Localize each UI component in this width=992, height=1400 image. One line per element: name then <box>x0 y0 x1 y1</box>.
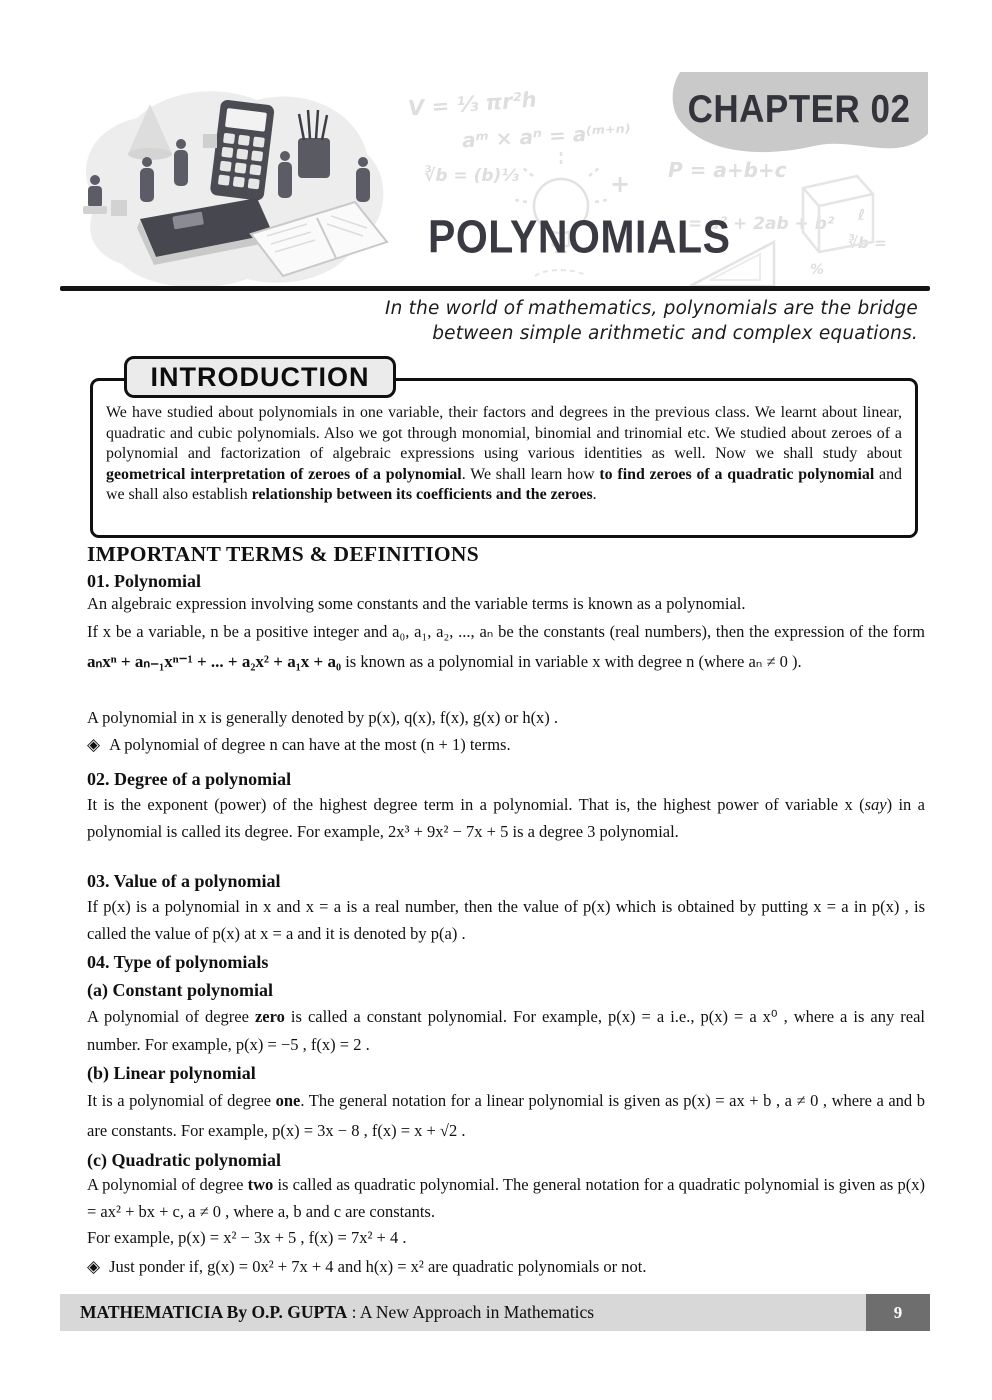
bg-formula-cuberoot-2: ∛b = <box>848 234 887 252</box>
section-heading-important-terms: IMPORTANT TERMS & DEFINITIONS <box>87 542 480 566</box>
paragraph-degree <box>87 792 925 845</box>
paragraph-value: If p(x) is a polynomial in x and x = a is a real number, then the value of p(x) which is obtained by putting x = a in p(x) , is called the value of p(x) at x = a and it is denoted by p(a) . <box>87 897 925 943</box>
bg-percent-symbol: % <box>810 262 825 278</box>
note-just-ponder <box>87 1257 925 1277</box>
footer-brand-bold: MATHEMATICIA By O.P. GUPTA <box>80 1302 348 1322</box>
header-divider <box>60 286 930 291</box>
paragraph-polynomial-form <box>87 617 925 677</box>
footer-bar <box>60 1294 930 1331</box>
note-text: Just ponder if, g(x) = 0x² + 7x + 4 and h(x) = x² are quadratic polynomials or not. <box>109 1257 647 1276</box>
chapter-quote <box>300 296 918 346</box>
text-seg: A polynomial of degree <box>87 1175 248 1194</box>
text-seg: is called a constant polynomial. For example, p(x) = a i.e., p(x) = a x⁰ , where a is any real number. For example, p(x) = −5 , f(x) = 2 . <box>87 1007 925 1054</box>
heading-quadratic-polynomial: (c) Quadratic polynomial <box>87 1150 281 1170</box>
intro-seg: and we shall also establish <box>106 465 903 504</box>
diamond-bullet-icon: ◈ <box>87 1257 101 1276</box>
heading-03-value: 03. Value of a polynomial <box>87 871 281 891</box>
text-seg: It is a polynomial of degree <box>87 1091 276 1110</box>
intro-seg-bold: geometrical interpretation of zeroes of a polynomial <box>106 465 462 483</box>
heading-constant-polynomial: (a) Constant polynomial <box>87 980 274 1000</box>
bg-formula-square: = a² + 2ab + b² <box>688 214 835 234</box>
intro-seg-bold: relationship between its coefficients and the zeroes <box>251 486 593 504</box>
quote-line-2: between simple arithmetic and complex equations. <box>432 323 918 344</box>
zero-bold: zero <box>254 1007 285 1026</box>
header-illustration <box>55 82 400 300</box>
bg-plus-sign: + <box>610 170 631 198</box>
heading-02-degree: 02. Degree of a polynomial <box>87 769 292 789</box>
paragraph-constant-polynomial <box>87 1003 925 1058</box>
chapter-badge-label: CHAPTER 02 <box>687 88 911 131</box>
text-seg: ) in a polynomial is called its degree. For example, 2x³ + 9x² − 7x + 5 is a degree 3 polynomial. <box>87 795 925 841</box>
page-number-badge: 9 <box>866 1294 930 1331</box>
bg-length-symbol: ℓ <box>858 206 866 224</box>
paragraph-polynomial-def: An algebraic expression involving some constants and the variable terms is known as a polynomial. <box>87 594 746 613</box>
paragraph-quadratic-examples: For example, p(x) = x² − 3x + 5 , f(x) = 7x² + 4 . <box>87 1228 407 1247</box>
paragraph-polynomial-notation: A polynomial in x is generally denoted by p(x), q(x), f(x), g(x) or h(x) . <box>87 708 559 727</box>
intro-seg-bold: to find zeroes of a quadratic polynomial <box>599 465 875 483</box>
introduction-box <box>90 378 918 538</box>
introduction-label: INTRODUCTION <box>124 356 396 398</box>
bg-formula-cuberoot: ∛b = (b)⅓ <box>424 166 519 186</box>
footer-brand <box>80 1294 594 1331</box>
page-title: POLYNOMIALS <box>428 211 731 263</box>
text-seg: is known as a polynomial in variable x with degree n (where aₙ ≠ 0 ). <box>341 652 802 671</box>
text-seg: is called as quadratic polynomial. The general notation for a quadratic polynomial is given as p(x) = ax² + bx + c, a ≠ 0 , where a, b and c are constants. <box>87 1175 925 1221</box>
bg-formula-volume: V = ⅓ πr²h <box>407 87 538 121</box>
text-seg: . The general notation for a linear polynomial is given as p(x) = ax + b , a ≠ 0 , where a and b are constants. For example, p(x) = 3x − 8 , f(x) = x + √2 . <box>87 1091 925 1140</box>
intro-seg: . <box>592 486 597 504</box>
paragraph-linear-polynomial <box>87 1086 925 1146</box>
introduction-paragraph <box>106 403 902 506</box>
text-seg: If x be a variable, n be a positive integer and a₀, a₁, a₂, ..., aₙ be the constants (real numbers), then the expression of the form <box>87 622 925 641</box>
heading-linear-polynomial: (b) Linear polynomial <box>87 1063 256 1083</box>
quote-line-1: In the world of mathematics, polynomials are the bridge <box>384 298 918 319</box>
bg-formula-exponent: aᵐ × aⁿ = a⁽ᵐ⁺ⁿ⁾ <box>461 119 632 153</box>
note-polynomial-terms <box>87 735 925 755</box>
one-bold: one <box>275 1091 301 1110</box>
intro-seg: We have studied about polynomials in one variable, their factors and degrees in the previous class. We learnt about linear, quadratic and cubic polynomials. Also we got through monomial, binomial and trinomial etc. We studied about zeroes of a polynomial and factorization of algebraic expressions using various identities as well. Now we shall study about <box>106 404 902 463</box>
paragraph-quadratic-polynomial <box>87 1172 925 1225</box>
math-study-illustration-icon <box>55 82 400 300</box>
text-seg: A polynomial of degree <box>87 1007 255 1026</box>
heading-04-types: 04. Type of polynomials <box>87 952 269 972</box>
intro-seg: . We shall learn how <box>461 465 600 483</box>
say-italic: say <box>864 795 887 814</box>
text-seg: It is the exponent (power) of the highest degree term in a polynomial. That is, the highest power of variable x ( <box>87 795 865 814</box>
footer-brand-rest: : A New Approach in Mathematics <box>347 1302 595 1322</box>
heading-01-polynomial: 01. Polynomial <box>87 571 202 591</box>
cube-doodle-icon <box>795 158 879 259</box>
polynomial-general-form: aₙxⁿ + aₙ₋₁xⁿ⁻¹ + ... + a₂x² + a₁x + a₀ <box>87 652 342 671</box>
diamond-bullet-icon: ◈ <box>87 735 101 754</box>
two-bold: two <box>247 1175 274 1194</box>
bg-formula-perimeter: P = a+b+c <box>668 158 787 182</box>
note-text: A polynomial of degree n can have at the most (n + 1) terms. <box>109 735 511 754</box>
